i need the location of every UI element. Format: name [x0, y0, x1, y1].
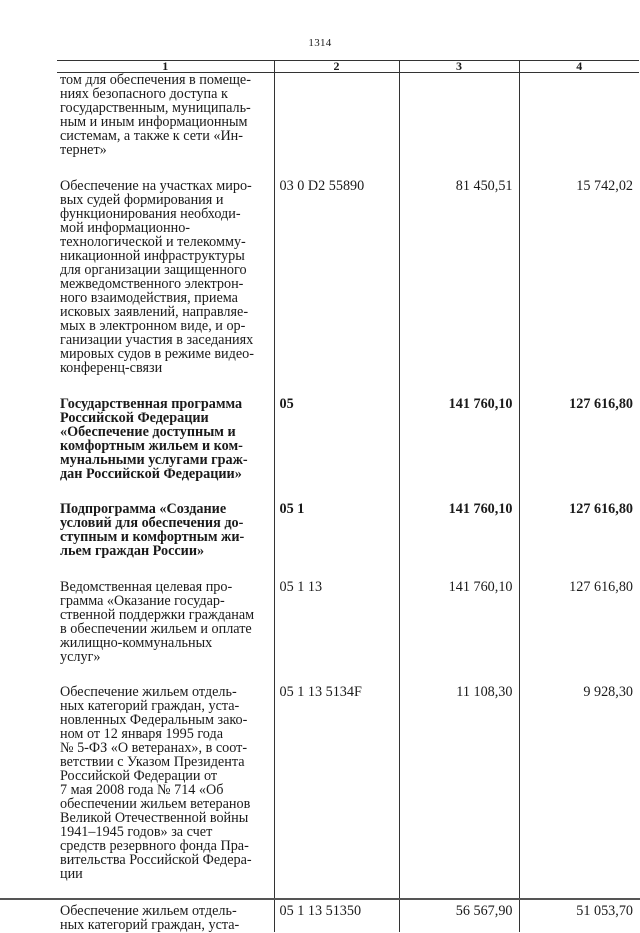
description-line: в обеспечении жильем и оплате: [60, 621, 252, 637]
description-line: комфортным жильем и ком-: [60, 438, 243, 454]
row-description: [57, 685, 274, 904]
column-header-3: 3: [399, 61, 519, 73]
description-line: Государственная программа: [60, 396, 243, 412]
description-line: Ведомственная целевая про-: [60, 579, 233, 595]
classification-code: 03 0 D2 55890: [274, 179, 399, 397]
description-line: условий для обеспечения до-: [60, 515, 244, 531]
description-line: жилищно-коммунальных: [60, 635, 213, 651]
description-line: грамма «Оказание государ-: [60, 593, 225, 609]
description-line: ниях безопасного доступа к: [60, 86, 228, 102]
column-header-2: 2: [274, 61, 399, 73]
description-line: том для обеспечения в помеще-: [60, 72, 251, 88]
amount-column-4: 127 616,80: [519, 580, 639, 685]
amount-column-4: 9 928,30: [519, 685, 639, 904]
description-line: тернет»: [60, 142, 107, 158]
description-line: ветствии с Указом Президента: [60, 754, 245, 770]
amount-column-4: 127 616,80: [519, 397, 639, 502]
description-line: Великой Отечественной войны: [60, 810, 249, 826]
amount-column-4: 127 616,80: [519, 502, 639, 580]
amount-column-4: 51 053,70: [519, 904, 639, 932]
description-line: исковых заявлений, направляе-: [60, 304, 249, 320]
description-line: обеспечении жильем ветеранов: [60, 796, 251, 812]
description-line: Обеспечение жильем отдель-: [60, 684, 237, 700]
classification-code: 05: [274, 397, 399, 502]
description-line: ным и иным информационным: [60, 114, 248, 130]
amount-column-3: 56 567,90: [399, 904, 519, 932]
table-row: [57, 685, 639, 904]
description-line: мунальными услугами граж-: [60, 452, 248, 468]
description-line: Обеспечение жильем отдель-: [60, 903, 237, 919]
classification-code: [274, 73, 399, 180]
row-description: [57, 502, 274, 580]
description-line: Российской Федерации: [60, 410, 209, 426]
description-line: технологической и телекомму-: [60, 234, 246, 250]
classification-code: 05 1 13: [274, 580, 399, 685]
classification-code: 05 1: [274, 502, 399, 580]
description-line: Обеспечение на участках миро-: [60, 178, 252, 194]
description-line: 1941–1945 годов» за счет: [60, 824, 213, 840]
description-line: ных категорий граждан, уста-: [60, 917, 240, 933]
classification-code: 05 1 13 51350: [274, 904, 399, 932]
description-line: ном от 12 января 1995 года: [60, 726, 224, 742]
amount-column-3: 11 108,30: [399, 685, 519, 904]
amount-column-3: 141 760,10: [399, 502, 519, 580]
scan-edge-line: [0, 898, 640, 900]
table-row: [57, 904, 639, 932]
amount-column-3: 141 760,10: [399, 397, 519, 502]
description-line: услуг»: [60, 649, 101, 665]
description-line: № 5-ФЗ «О ветеранах», в соот-: [60, 740, 248, 756]
table-row: [57, 73, 639, 180]
description-line: функционирования необходи-: [60, 206, 241, 222]
description-line: ции: [60, 866, 83, 882]
amount-column-3: 141 760,10: [399, 580, 519, 685]
budget-table-container: [57, 60, 639, 932]
row-description: [57, 904, 274, 932]
description-line: льем граждан России»: [60, 543, 205, 559]
table-row: [57, 580, 639, 685]
amount-column-3: [399, 73, 519, 180]
description-line: мой информационно-: [60, 220, 191, 236]
description-line: «Обеспечение доступным и: [60, 424, 236, 440]
row-description: [57, 397, 274, 502]
table-row: [57, 502, 639, 580]
description-line: Российской Федерации от: [60, 768, 218, 784]
amount-column-4: [519, 73, 639, 180]
description-line: для организации защищенного: [60, 262, 247, 278]
row-description: [57, 179, 274, 397]
description-line: вительства Российской Федера-: [60, 852, 252, 868]
column-header-4: 4: [519, 61, 639, 73]
description-line: межведомственного электрон-: [60, 276, 244, 292]
page-number: 1314: [308, 37, 332, 49]
table-row: [57, 397, 639, 502]
table-row: [57, 179, 639, 397]
description-line: Подпрограмма «Создание: [60, 501, 227, 517]
description-line: мых в электронном виде, и ор-: [60, 318, 246, 334]
amount-column-4: 15 742,02: [519, 179, 639, 397]
description-line: новленных Федеральным зако-: [60, 712, 248, 728]
description-line: мировых судов в режиме видео-: [60, 346, 254, 362]
amount-column-3: 81 450,51: [399, 179, 519, 397]
description-line: ганизации участия в заседаниях: [60, 332, 254, 348]
description-line: ственной поддержки гражданам: [60, 607, 255, 623]
description-line: государственным, муниципаль-: [60, 100, 251, 116]
column-header-1: 1: [57, 61, 274, 73]
description-line: никационной инфраструктуры: [60, 248, 245, 264]
description-line: конференц-связи: [60, 360, 163, 376]
description-line: системам, а также к сети «Ин-: [60, 128, 244, 144]
budget-table: [57, 60, 639, 932]
description-line: средств резервного фонда Пра-: [60, 838, 249, 854]
description-line: дан Российской Федерации»: [60, 466, 242, 482]
row-description: [57, 73, 274, 180]
classification-code: 05 1 13 5134F: [274, 685, 399, 904]
description-line: ных категорий граждан, уста-: [60, 698, 240, 714]
row-description: [57, 580, 274, 685]
description-line: вых судей формирования и: [60, 192, 224, 208]
description-line: 7 мая 2008 года № 714 «Об: [60, 782, 224, 798]
description-line: ного взаимодействия, приема: [60, 290, 238, 306]
column-number-row: [57, 61, 639, 73]
description-line: ступным и комфортным жи-: [60, 529, 245, 545]
